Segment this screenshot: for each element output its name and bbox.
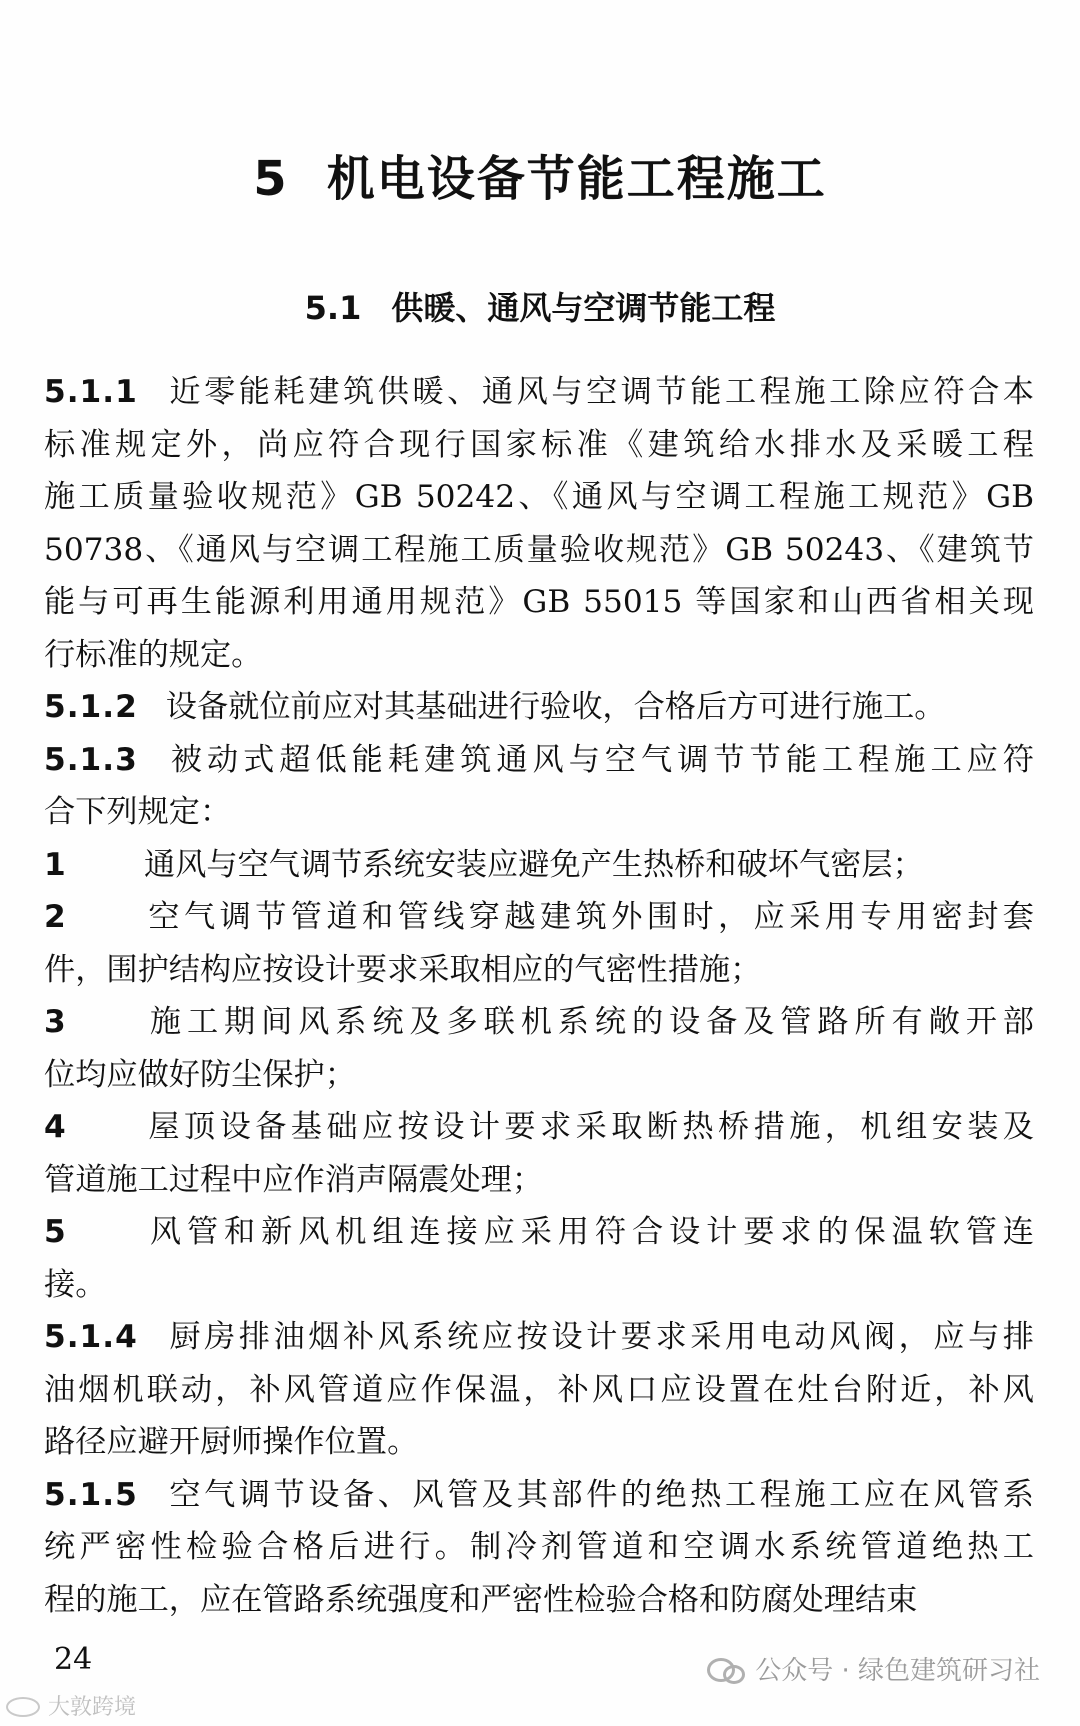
list-item [44,891,1034,996]
line-text: 风管和新风机组连接应采用符合设计要求的保温软管连 [144,1214,1034,1250]
line-text: 厨房排油烟补风系统应按设计要求采用电动风阀，应与排 [165,1319,1034,1355]
line-text: 设备就位前应对其基础进行验收，合格后方可进行施工。 [165,689,946,725]
line-text: 位均应做好防尘保护； [44,1056,356,1093]
text-line [44,366,1034,419]
line-text: 管道施工过程中应作消声隔震处理； [44,1161,544,1198]
line-text: 油烟机联动，补风管道应作保温，补风口应设置在灶台附近，补风 [44,1371,1034,1408]
clause-paragraph [44,1469,1034,1627]
clause-number: 5.1.3 [44,741,138,778]
text-line [44,1364,1034,1417]
text-line [44,1259,1034,1312]
clause-paragraph [44,366,1034,681]
text-line [44,1521,1034,1574]
clause-number: 5.1.2 [44,689,138,725]
line-text: 能与可再生能源利用通用规范》GB 55015 等国家和山西省相关现 [44,584,1034,620]
line-text: 近零能耗建筑供暖、通风与空调节能工程施工除应符合本 [165,374,1034,410]
text-line [44,944,1034,997]
watermark-left [4,1690,136,1721]
line-text: 空气调节管道和管线穿越建筑外围时，应采用专用密封套 [144,899,1034,935]
clause-paragraph [44,681,1034,734]
line-text: 接。 [44,1266,107,1303]
chat-bubble-icon [4,1693,44,1719]
text-line [44,996,1034,1049]
line-text: 施工期间风系统及多联机系统的设备及管路所有敞开部 [144,1004,1034,1040]
watermark-left-text: 大敦跨境 [48,1695,137,1720]
text-line [44,1154,1034,1207]
line-text: 行标准的规定。 [44,636,263,673]
page-number: 24 [54,1642,93,1677]
section-number: 5.1 [304,289,362,327]
line-text: 程的施工，应在管路系统强度和严密性检验合格和防腐处理结束 [44,1581,918,1618]
text-line [44,419,1034,472]
line-text: 合下列规定： [44,794,232,830]
line-text: 件，围护结构应按设计要求采取相应的气密性措施； [44,951,762,988]
text-line [44,786,1034,839]
line-text: 被动式超低能耗建筑通风与空气调节节能工程施工应符 [165,741,1034,778]
list-item [44,996,1034,1101]
text-line [44,629,1034,682]
watermark-right-text: 公众号 · 绿色建筑研习社 [755,1656,1040,1686]
chapter-number: 5 [253,151,289,207]
list-item [44,1101,1034,1206]
text-line [44,734,1034,787]
item-number: 2 [44,899,66,935]
wechat-icon [707,1654,745,1684]
clause-paragraph [44,734,1034,839]
chapter-title [0,140,1080,209]
line-text: 标准规定外，尚应符合现行国家标准《建筑给水排水及采暖工程 [44,426,1034,463]
clause-number: 5.1.4 [44,1319,138,1355]
item-number: 3 [44,1004,66,1040]
text-line [44,839,1034,892]
text-line [44,1101,1034,1154]
watermark-right [707,1650,1040,1687]
text-line [44,1416,1034,1469]
item-number: 1 [44,846,66,883]
text-line [44,891,1034,944]
section-title-text: 供暖、通风与空调节能工程 [391,289,776,327]
chapter-title-text: 机电设备节能工程施工 [326,151,827,207]
item-number: 4 [44,1109,66,1145]
section-title [0,283,1080,329]
text-line [44,524,1034,577]
text-line [44,1574,1034,1627]
list-item [44,1206,1034,1311]
item-number: 5 [44,1214,66,1250]
line-text: 50738、《通风与空调工程施工质量验收规范》GB 50243、《建筑节 [44,531,1034,568]
line-text: 屋顶设备基础应按设计要求采取断热桥措施，机组安装及 [144,1109,1034,1145]
clause-paragraph [44,1311,1034,1469]
text-line [44,1311,1034,1364]
text-line [44,681,1034,734]
text-line [44,471,1034,524]
text-line [44,1049,1034,1102]
line-text: 通风与空气调节系统安装应避免产生热桥和破坏气密层； [144,846,924,883]
list-item [44,839,1034,892]
line-text: 施工质量验收规范》GB 50242、《通风与空调工程施工规范》GB [44,479,1034,515]
document-body [44,366,1034,1626]
clause-number: 5.1.5 [44,1476,138,1513]
clause-number: 5.1.1 [44,374,138,410]
line-text: 空气调节设备、风管及其部件的绝热工程施工应在风管系 [165,1476,1034,1513]
text-line [44,1206,1034,1259]
text-line [44,1469,1034,1522]
line-text: 路径应避开厨师操作位置。 [44,1424,419,1460]
line-text: 统严密性检验合格后进行。制冷剂管道和空调水系统管道绝热工 [44,1529,1034,1565]
text-line [44,576,1034,629]
